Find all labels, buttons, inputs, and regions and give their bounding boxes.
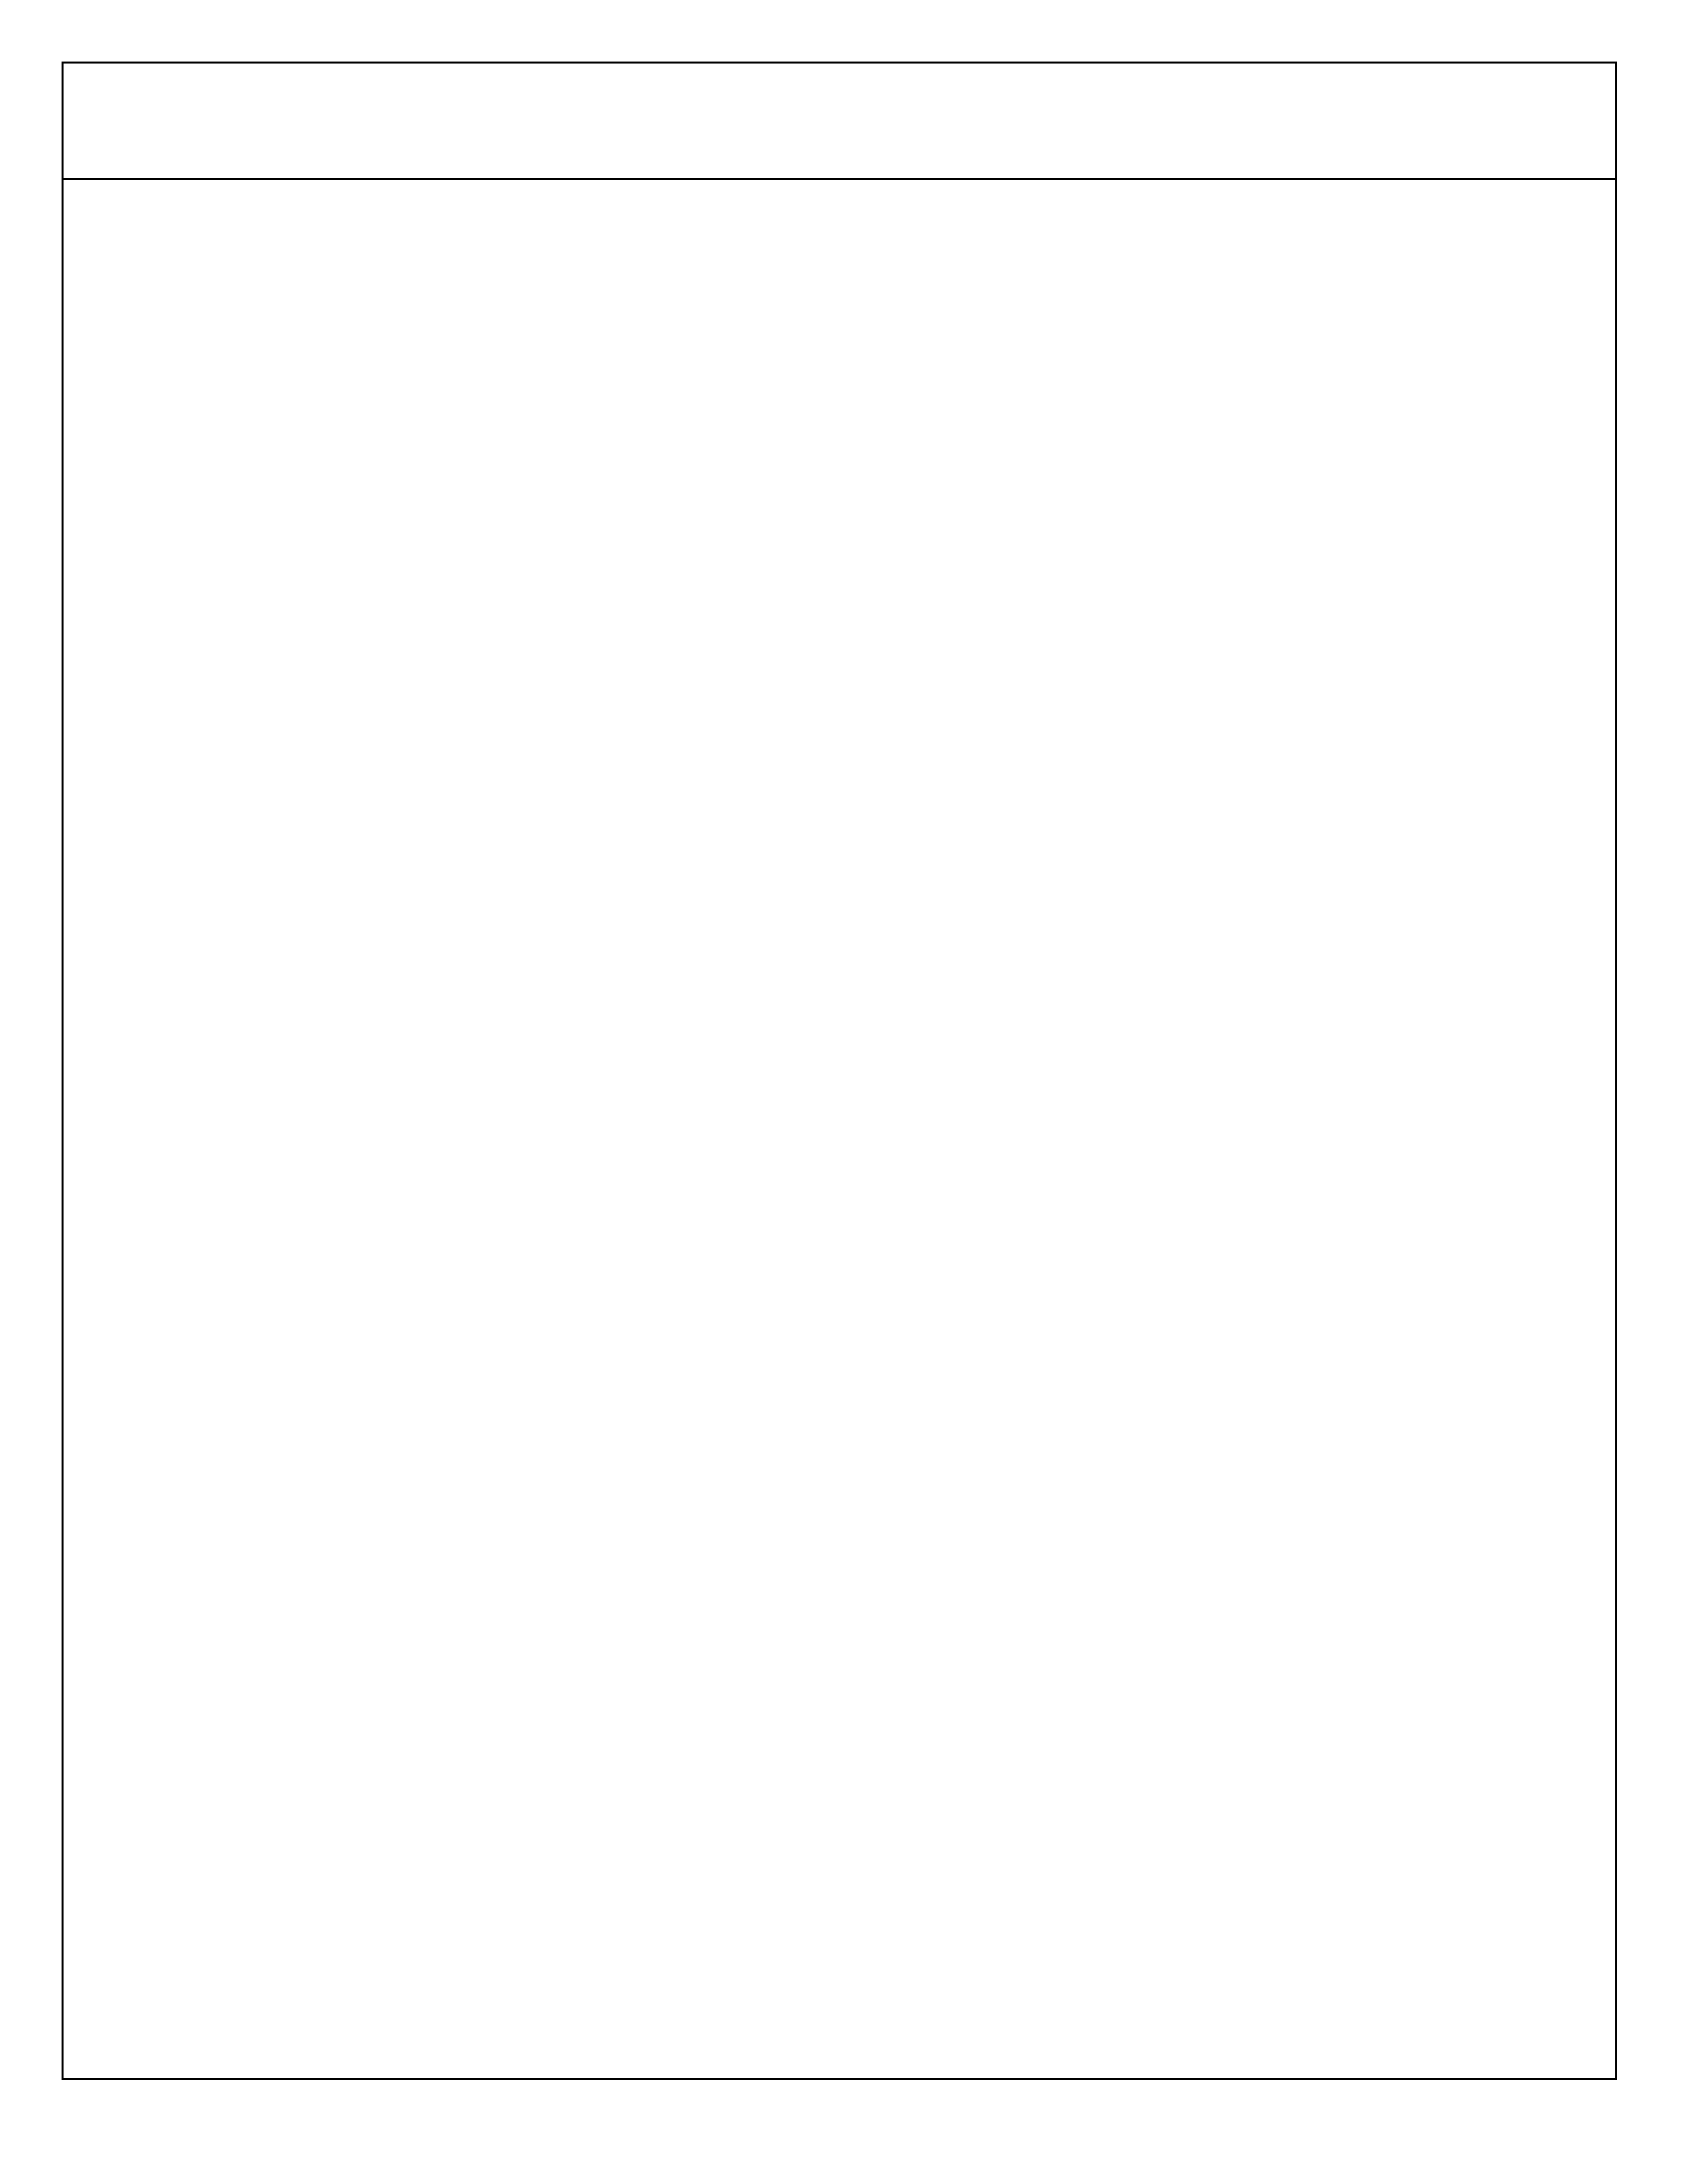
section-header (64, 64, 1615, 180)
product-table (62, 62, 1617, 2080)
